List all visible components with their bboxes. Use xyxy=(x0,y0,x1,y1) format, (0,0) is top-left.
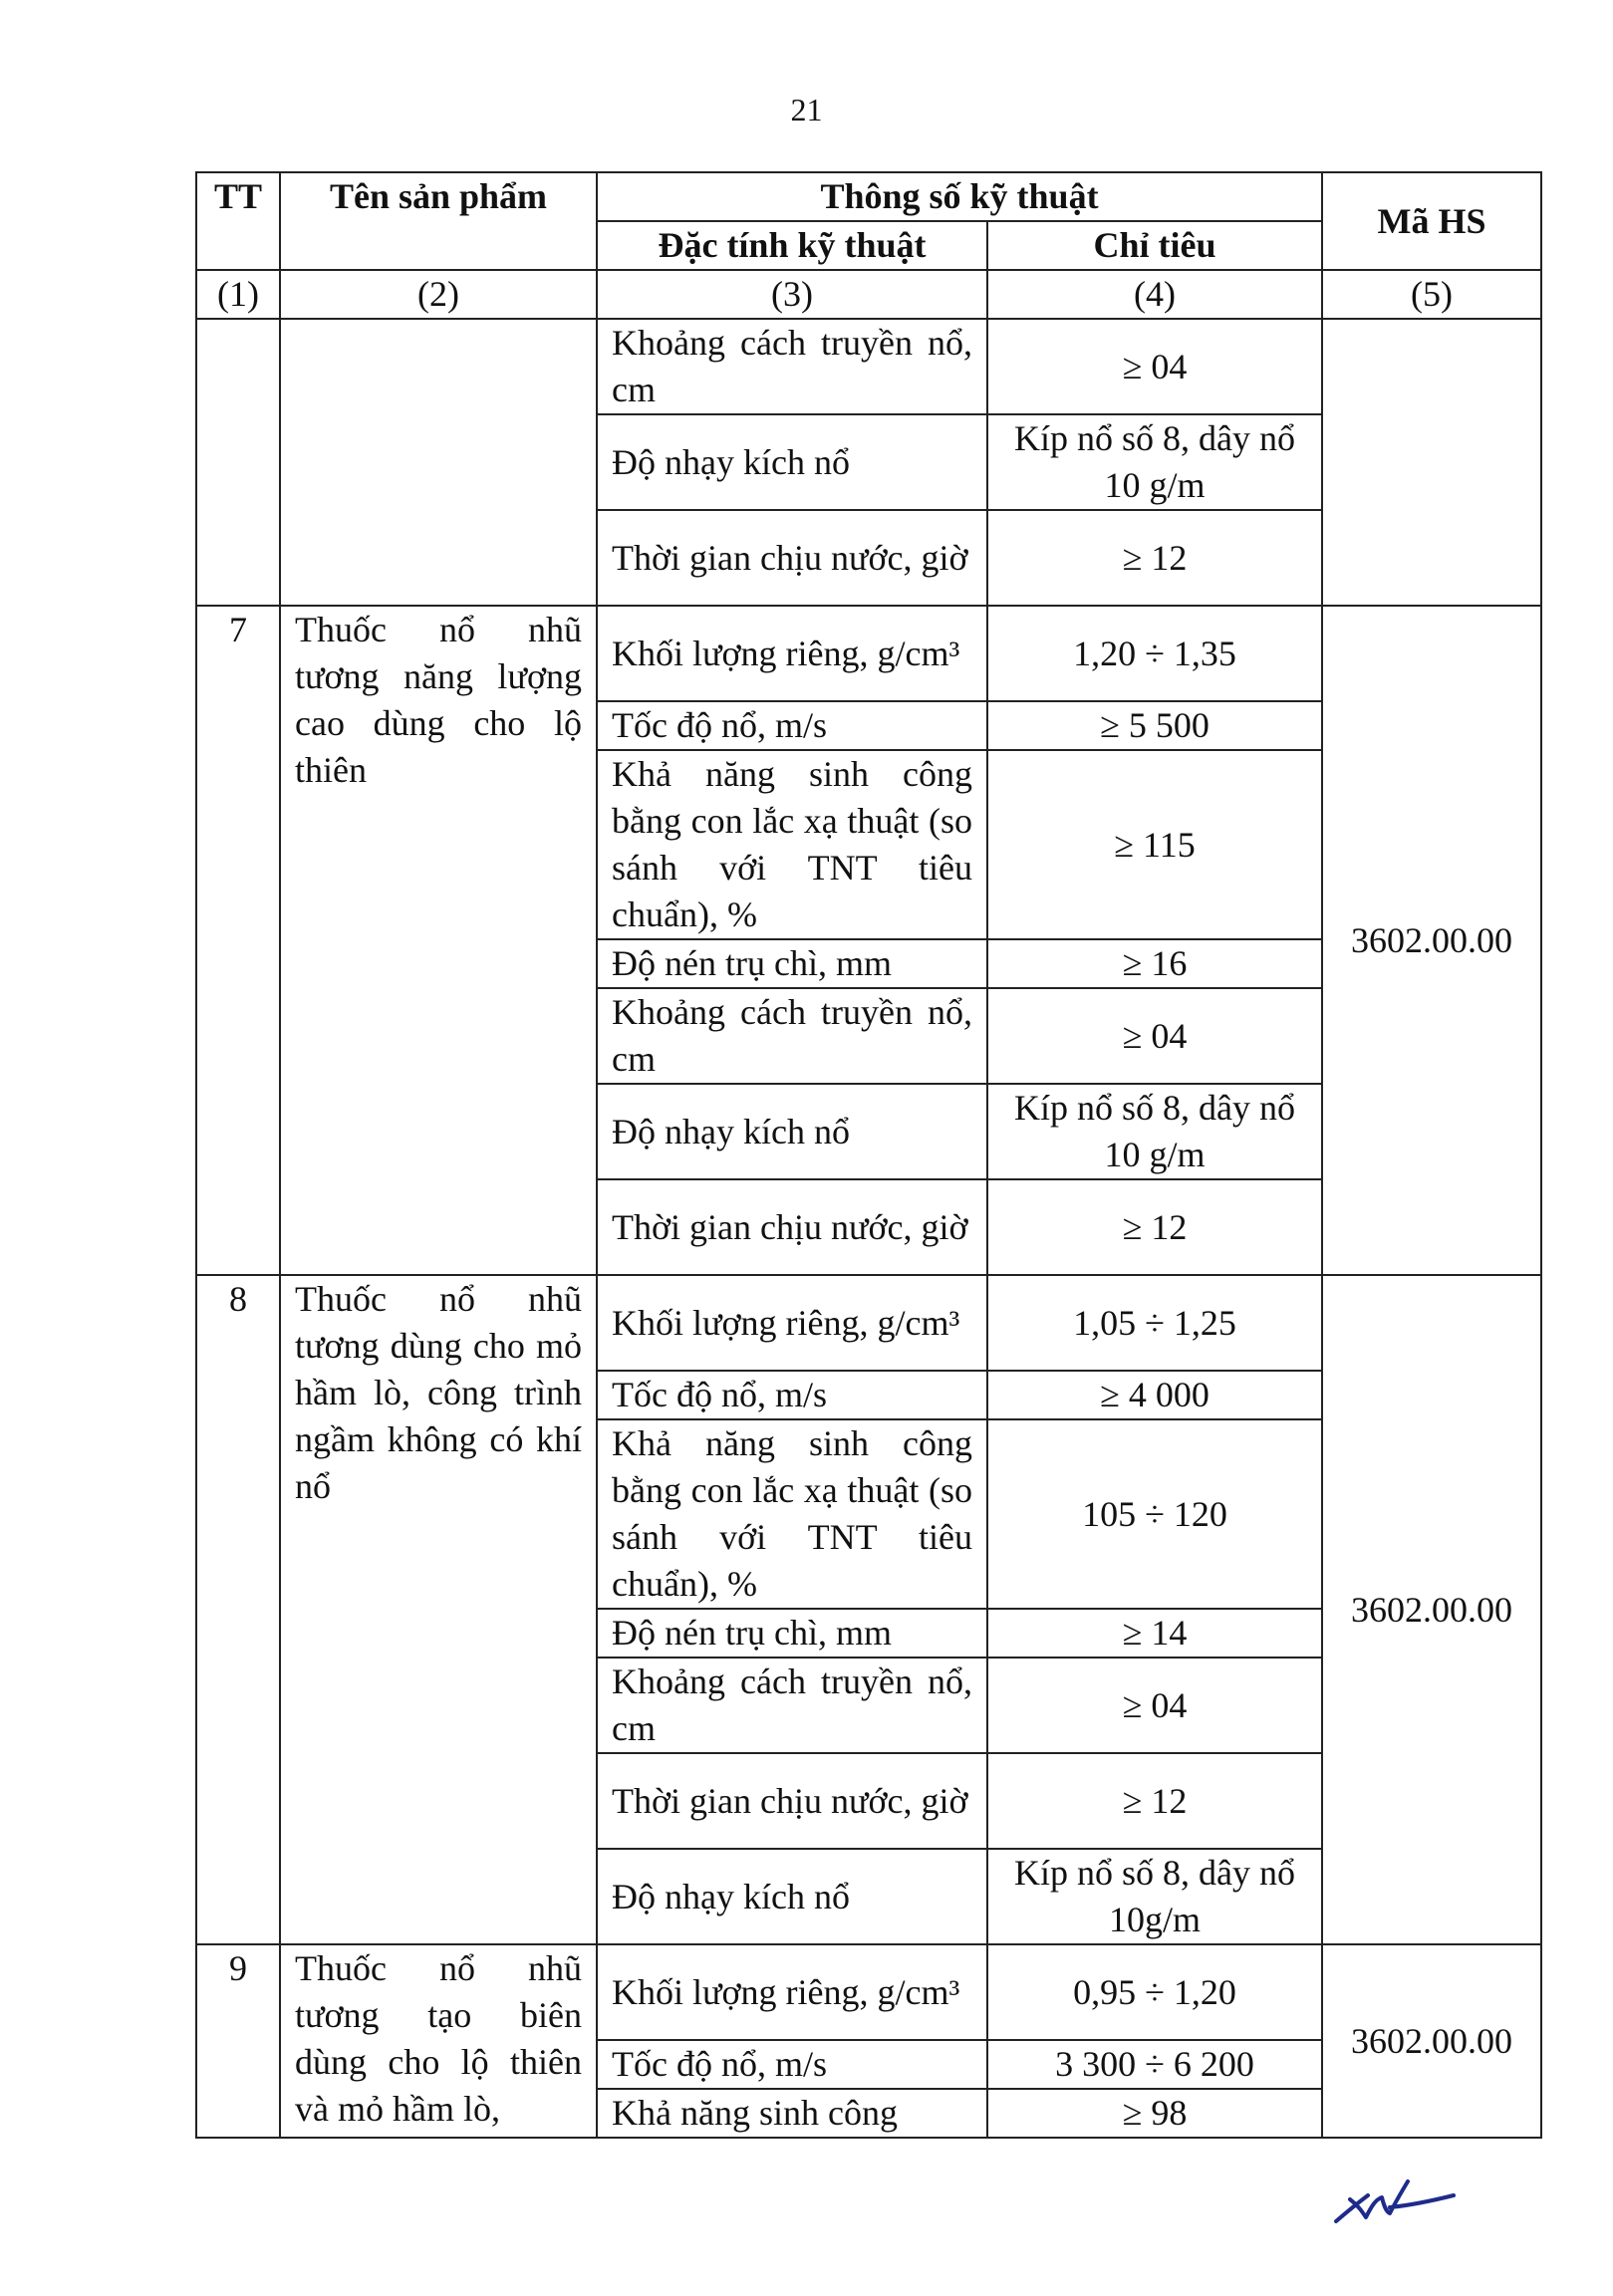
property-cell: Tốc độ nổ, m/s xyxy=(597,1371,987,1419)
property-cell: Khả năng sinh công bằng con lắc xạ thuật (so sánh với TNT tiêu chuẩn), % xyxy=(597,750,987,939)
criteria-cell: ≥ 04 xyxy=(987,988,1322,1084)
criteria-cell: Kíp nổ số 8, dây nổ 10 g/m xyxy=(987,414,1322,510)
criteria-cell: 105 ÷ 120 xyxy=(987,1419,1322,1609)
criteria-cell: 1,05 ÷ 1,25 xyxy=(987,1275,1322,1371)
criteria-cell: ≥ 4 000 xyxy=(987,1371,1322,1419)
criteria-cell: ≥ 12 xyxy=(987,510,1322,606)
product-name-cell xyxy=(280,319,597,606)
table-row xyxy=(196,319,1541,414)
header-criteria: Chỉ tiêu xyxy=(987,221,1322,270)
product-name-cell: Thuốc nổ nhũ tương năng lượng cao dùng cho lộ thiên xyxy=(280,606,597,1275)
header-spec-group: Thông số kỹ thuật xyxy=(597,172,1322,221)
col-number: (3) xyxy=(597,270,987,319)
col-number: (2) xyxy=(280,270,597,319)
hs-code-cell xyxy=(1322,319,1541,606)
property-cell: Thời gian chịu nước, giờ xyxy=(597,510,987,606)
criteria-cell: Kíp nổ số 8, dây nổ 10 g/m xyxy=(987,1084,1322,1179)
criteria-cell: 0,95 ÷ 1,20 xyxy=(987,1944,1322,2040)
criteria-cell: ≥ 04 xyxy=(987,1658,1322,1753)
criteria-cell: 3 300 ÷ 6 200 xyxy=(987,2040,1322,2089)
tt-cell: 9 xyxy=(196,1944,280,2138)
col-number: (4) xyxy=(987,270,1322,319)
property-cell: Khối lượng riêng, g/cm³ xyxy=(597,606,987,701)
criteria-cell: ≥ 16 xyxy=(987,939,1322,988)
signature-mark xyxy=(1330,2171,1460,2231)
property-cell: Khoảng cách truyền nổ, cm xyxy=(597,1658,987,1753)
property-cell: Thời gian chịu nước, giờ xyxy=(597,1179,987,1275)
criteria-cell: 1,20 ÷ 1,35 xyxy=(987,606,1322,701)
tt-cell: 7 xyxy=(196,606,280,1275)
table-row xyxy=(196,606,1541,701)
property-cell: Khoảng cách truyền nổ, cm xyxy=(597,988,987,1084)
col-number: (1) xyxy=(196,270,280,319)
criteria-cell: ≥ 115 xyxy=(987,750,1322,939)
table-row xyxy=(196,1944,1541,2040)
property-cell: Khối lượng riêng, g/cm³ xyxy=(597,1275,987,1371)
property-cell: Độ nén trụ chì, mm xyxy=(597,939,987,988)
property-cell: Tốc độ nổ, m/s xyxy=(597,2040,987,2089)
criteria-cell: ≥ 12 xyxy=(987,1753,1322,1849)
product-name-cell: Thuốc nổ nhũ tương dùng cho mỏ hầm lò, công trình ngầm không có khí nổ xyxy=(280,1275,597,1944)
hs-code-cell: 3602.00.00 xyxy=(1322,1275,1541,1944)
page-number: 21 xyxy=(790,92,823,128)
header-name: Tên sản phẩm xyxy=(280,172,597,270)
header-tt: TT xyxy=(196,172,280,270)
table-row xyxy=(196,1275,1541,1371)
criteria-cell: Kíp nổ số 8, dây nổ 10g/m xyxy=(987,1849,1322,1944)
criteria-cell: ≥ 04 xyxy=(987,319,1322,414)
property-cell: Tốc độ nổ, m/s xyxy=(597,701,987,750)
property-cell: Khả năng sinh công bằng con lắc xạ thuật (so sánh với TNT tiêu chuẩn), % xyxy=(597,1419,987,1609)
spec-table xyxy=(195,171,1542,2139)
criteria-cell: ≥ 12 xyxy=(987,1179,1322,1275)
col-number: (5) xyxy=(1322,270,1541,319)
tt-cell xyxy=(196,319,280,606)
criteria-cell: ≥ 98 xyxy=(987,2089,1322,2138)
property-cell: Khả năng sinh công xyxy=(597,2089,987,2138)
hs-code-cell: 3602.00.00 xyxy=(1322,1944,1541,2138)
tt-cell: 8 xyxy=(196,1275,280,1944)
criteria-cell: ≥ 5 500 xyxy=(987,701,1322,750)
property-cell: Độ nén trụ chì, mm xyxy=(597,1609,987,1658)
property-cell: Thời gian chịu nước, giờ xyxy=(597,1753,987,1849)
header-property: Đặc tính kỹ thuật xyxy=(597,221,987,270)
hs-code-cell: 3602.00.00 xyxy=(1322,606,1541,1275)
property-cell: Khoảng cách truyền nổ, cm xyxy=(597,319,987,414)
header-hs-code: Mã HS xyxy=(1322,172,1541,270)
property-cell: Độ nhạy kích nổ xyxy=(597,414,987,510)
property-cell: Độ nhạy kích nổ xyxy=(597,1084,987,1179)
product-name-cell: Thuốc nổ nhũ tương tạo biên dùng cho lộ thiên và mỏ hầm lò, xyxy=(280,1944,597,2138)
property-cell: Khối lượng riêng, g/cm³ xyxy=(597,1944,987,2040)
property-cell: Độ nhạy kích nổ xyxy=(597,1849,987,1944)
criteria-cell: ≥ 14 xyxy=(987,1609,1322,1658)
